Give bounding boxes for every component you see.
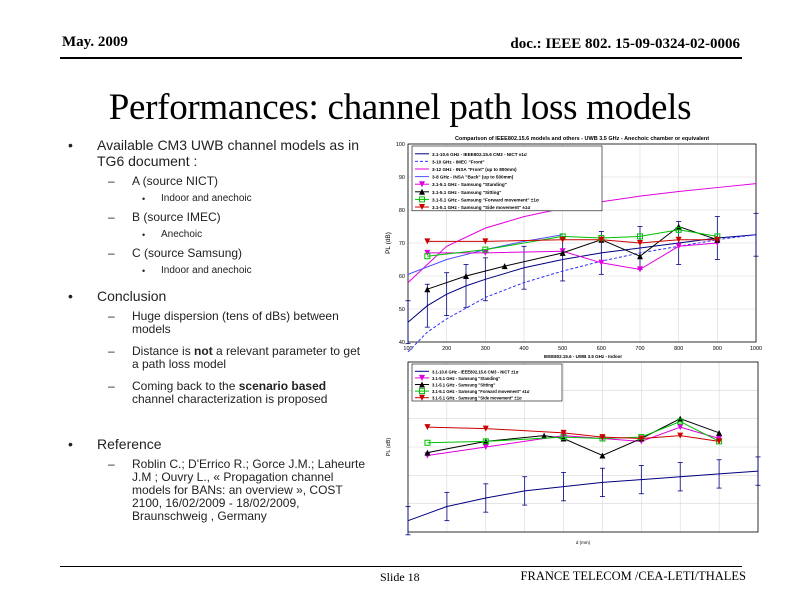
x-tick-label: 500 <box>558 346 568 352</box>
footer-divider <box>60 566 742 567</box>
x-tick-label: 400 <box>519 346 529 352</box>
bullet-available-models <box>68 137 368 169</box>
header-divider <box>60 57 742 59</box>
series-line <box>408 471 758 521</box>
x-tick-label: 300 <box>480 346 490 352</box>
data-point <box>424 286 430 292</box>
sub-bullet-scenario <box>68 380 368 406</box>
series-3 <box>425 419 722 445</box>
y-tick-label: 70 <box>398 241 405 247</box>
bullet-conclusion <box>68 288 368 304</box>
sub-bullet-citation <box>68 458 368 523</box>
legend-entry: 3-12 GHz - INSA "Front" (up to 800mm) <box>432 167 517 172</box>
text-part: a relevant parameter to get a path loss model <box>132 344 361 371</box>
legend-entry: 3-10 GHz - IMEC "Front" <box>432 159 485 165</box>
dash-icon: – <box>108 457 115 471</box>
legend-entry: 3-8 GHz - INSA "Back" (up to 500mm) <box>432 174 514 180</box>
y-tick-label: 90 <box>398 175 405 181</box>
text-part: Distance is <box>132 344 195 358</box>
sub-bullet-text: B (source IMEC) <box>132 210 221 224</box>
y-tick-label: 100 <box>395 142 405 148</box>
series-4 <box>424 240 720 272</box>
x-tick-label: 700 <box>635 346 645 352</box>
bullet-dot-icon: • <box>68 436 73 452</box>
bullet-reference <box>68 436 368 452</box>
legend-entry: 3.1-5.1 GHz - Samsung "Standing" <box>432 375 501 381</box>
x-tick-label: 100 <box>403 346 413 352</box>
bullet-text: Reference <box>97 436 162 452</box>
sub-bullet-text: Huge dispersion (tens of dBs) between models <box>132 309 339 336</box>
sub-bullet-a <box>68 175 368 188</box>
y-tick-label: 80 <box>398 208 405 214</box>
sub-bullet-b <box>68 211 368 224</box>
y-axis-label: PL (dB) <box>386 437 392 457</box>
sub-bullet-text: C (source Samsung) <box>132 246 243 260</box>
dash-icon: – <box>108 344 115 358</box>
legend-entry: 3.1-5.1 GHz - Samsung "Standing" <box>432 182 507 188</box>
slide-title: Performances: channel path loss models <box>108 87 692 128</box>
header-doc-id: doc.: IEEE 802. 15-09-0324-02-0006 <box>510 36 740 52</box>
legend-entry: 3.1-10.6 GHz - IEEE802.15.6 CM3 - NICT ±1σ <box>432 369 519 375</box>
text-part: Coming back to the <box>132 379 239 393</box>
series-line <box>427 240 717 243</box>
sub-bullet-c <box>68 247 368 260</box>
y-tick-label: 40 <box>398 340 405 346</box>
header-date: May. 2009 <box>62 34 128 50</box>
path-loss-chart-anechoic <box>368 130 763 352</box>
sub-sub-bullet-text: Anechoic <box>161 229 203 240</box>
slide-number: Slide 18 <box>380 570 420 584</box>
sub-bullet-distance <box>68 345 368 371</box>
y-axis-label: PL (dB) <box>385 232 392 254</box>
bullet-dot-icon: • <box>68 137 73 153</box>
series-0 <box>406 457 761 535</box>
bullet-dot-icon: • <box>142 230 146 240</box>
x-tick-label: 1000 <box>749 346 763 352</box>
sub-sub-bullet-c <box>68 265 368 277</box>
x-tick-label: 800 <box>674 346 684 352</box>
bold-text: scenario based <box>238 379 327 393</box>
dash-icon: – <box>108 309 115 323</box>
sub-bullet-text: A (source NICT) <box>132 174 219 188</box>
bold-text: not <box>194 344 213 358</box>
x-tick-label: 200 <box>442 346 452 352</box>
text-part: channel characterization is proposed <box>132 392 328 406</box>
sub-sub-bullet-a <box>68 193 368 205</box>
legend-entry: 3.1-5.1 GHz - Samsung "Side movement" ±1σ <box>432 395 522 401</box>
sub-sub-bullet-b <box>68 229 368 241</box>
dash-icon: – <box>108 210 115 224</box>
y-tick-label: 50 <box>398 307 405 313</box>
legend-entry: 3.1-5.1 GHz - Samsung "Forward movement" ±1σ <box>432 197 540 203</box>
bullet-dot-icon: • <box>142 194 146 204</box>
data-point <box>599 453 605 459</box>
series-line <box>427 422 719 443</box>
path-loss-chart-indoor <box>380 352 762 552</box>
sub-sub-bullet-text: Indoor and anechoic <box>161 193 252 204</box>
bullet-list <box>68 137 368 523</box>
sub-bullet-text: Roblin C.; D'Errico R.; Gorce J.M.; Laheurte J.M ; Ouvry L., « Propagation channel models for BANs: an overview », COST 2100, 16/02/2009 - 18/02/2009, Braunschweig , Germany <box>132 457 366 523</box>
data-point <box>677 424 683 430</box>
sub-bullet-dispersion <box>68 310 368 336</box>
sub-sub-bullet-text: Indoor and anechoic <box>161 265 252 276</box>
bullet-dot-icon: • <box>68 288 73 304</box>
dash-icon: – <box>108 379 115 393</box>
x-tick-label: 900 <box>712 346 722 352</box>
data-point <box>716 430 722 436</box>
legend-entry: 3.1-10.6 GHz - IEEE802.15.6 CM3 - NICT ±1σ <box>432 151 528 157</box>
legend-entry: 3.1-5.1 GHz - Samsung "Sitting" <box>432 189 502 195</box>
series-7 <box>424 237 720 246</box>
dash-icon: – <box>108 246 115 260</box>
y-tick-label: 60 <box>398 274 405 280</box>
x-tick-label: 600 <box>596 346 606 352</box>
footer-organizations: FRANCE TELECOM /CEA-LETI/THALES <box>520 569 746 583</box>
legend-entry: 3.1-5.1 GHz - Samsung "Forward movement" ±1σ <box>432 389 530 395</box>
bullet-text: Available CM3 UWB channel models as in TG6 document : <box>97 137 359 169</box>
dash-icon: – <box>108 174 115 188</box>
bullet-text: Conclusion <box>97 288 167 304</box>
x-axis-label: d (mm) <box>575 540 591 545</box>
chart-title: IEEE802.15.6 - UWB 3.5 GHz - Indoor <box>543 354 623 359</box>
bullet-dot-icon: • <box>142 266 146 276</box>
legend-entry: 3.1-5.1 GHz - Samsung "Side movement" ±1σ <box>432 205 531 210</box>
legend-entry: 3.1-5.1 GHz - Samsung "Sitting" <box>432 382 496 388</box>
chart-title: Comparison of IEEE802.15.6 models and others - UWB 3.5 GHz - Anechoic chamber or equivalent <box>454 136 710 142</box>
